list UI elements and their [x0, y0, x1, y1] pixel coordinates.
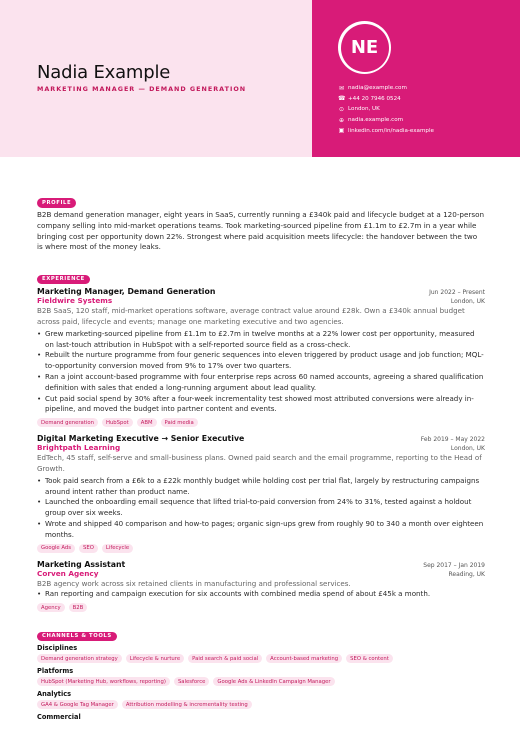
job-title: Marketing Assistant [37, 559, 126, 569]
candidate-name: Nadia Example [37, 62, 171, 83]
contact-linkedin-text: linkedin.com/in/nadia-example [348, 127, 434, 134]
skill-group-tags [37, 700, 485, 709]
contact-email[interactable] [338, 83, 434, 94]
job-entry [37, 434, 485, 552]
skill-group-tags [37, 654, 485, 663]
job-description: B2B SaaS, 120 staff, mid-market operations software, average contract value around £28k. Own a £340k annual budget across paid, lifecycle and events; manage one marketing executive and two agencies. [37, 306, 465, 326]
contact-linkedin[interactable] [338, 125, 434, 136]
job-entry [37, 287, 485, 427]
job-tags [37, 603, 485, 612]
skill-tag: Google Ads & LinkedIn Campaign Manager [213, 677, 334, 686]
section-label-profile: PROFILE [37, 198, 76, 207]
job-bullet: • Rebuilt the nurture programme from four generic sequences into eleven triggered by product usage and job function; MQL-to-opportunity conversion moved from 9% to 17% over two quarters. [37, 350, 485, 372]
section-label-skills: CHANNELS & TOOLS [37, 632, 117, 641]
contact-phone[interactable] [338, 94, 434, 105]
job-bullets [37, 329, 485, 415]
skill-group [37, 644, 485, 663]
header-contact-panel [312, 0, 520, 157]
job-bullets [37, 476, 485, 541]
job-location: London, UK [450, 298, 485, 306]
job-entry [37, 560, 485, 613]
skill-tag: SEO [79, 544, 98, 553]
skill-tag: Salesforce [174, 677, 209, 686]
skill-group [37, 713, 485, 721]
location-pin-icon: ⊙ [338, 105, 345, 113]
contact-phone-text: +44 20 7946 0524 [348, 95, 401, 102]
job-bullet: • Ran a joint account-based programme with four enterprise reps across 60 named accounts, agreeing a shared qualification definition with sales that ended a long-running argument about lead quality. [37, 372, 485, 394]
experience-section [37, 265, 485, 612]
job-description: EdTech, 45 staff, self-serve and small-business plans. Owned paid search and the email programme, reporting to the Head of Growth. [37, 453, 482, 473]
job-bullet: • Ran reporting and campaign execution for six accounts with combined media spend of about £45k a month. [37, 589, 485, 600]
skill-group-label: Platforms [37, 667, 74, 676]
email-icon: ✉ [338, 84, 345, 92]
skill-tag: GA4 & Google Tag Manager [37, 700, 118, 709]
skill-tag: B2B [69, 603, 88, 612]
skill-group-label: Analytics [37, 690, 72, 699]
job-bullet: • Cut paid social spend by 30% after a four-week incrementality test showed most attributed conversions were already in-pipeline, and moved the budget into partner content and events. [37, 394, 485, 416]
contact-website-text: nadia.example.com [348, 117, 404, 124]
job-bullet: • Wrote and shipped 40 comparison and how-to pages; organic sign-ups grew from roughly 90 to 340 a month over eighteen months. [37, 519, 485, 541]
job-bullets [37, 589, 485, 600]
job-description: B2B agency work across six retained clients in manufacturing and professional services. [37, 578, 351, 588]
skill-tag: Agency [37, 603, 65, 612]
job-location: Reading, UK [448, 570, 485, 578]
job-dates: Feb 2019 – May 2022 [420, 436, 485, 444]
resume-body [37, 189, 485, 721]
job-tags [37, 418, 485, 427]
candidate-role: MARKETING MANAGER — DEMAND GENERATION [37, 85, 247, 93]
skill-tag: HubSpot (Marketing Hub, workflows, reporting) [37, 677, 170, 686]
phone-icon: ☎ [338, 95, 346, 103]
skill-tag: Account-based marketing [266, 654, 342, 663]
skill-group-label: Commercial [37, 713, 81, 722]
job-company: Corven Agency [37, 568, 99, 578]
job-dates: Sep 2017 – Jan 2019 [423, 561, 485, 569]
skill-tag: Lifecycle & nurture [126, 654, 184, 663]
skill-group [37, 667, 485, 686]
skill-tag: Demand generation [37, 418, 98, 427]
avatar-initials: NE [341, 24, 389, 72]
skills-section [37, 622, 485, 721]
job-dates: Jun 2022 – Present [429, 289, 485, 297]
avatar [338, 21, 391, 74]
skill-group [37, 690, 485, 709]
job-title: Digital Marketing Executive → Senior Executive [37, 434, 245, 444]
job-title: Marketing Manager, Demand Generation [37, 287, 216, 297]
job-tags [37, 544, 485, 553]
skill-tag: HubSpot [102, 418, 133, 427]
contact-location-text: London, UK [348, 106, 380, 113]
section-label-experience: EXPERIENCE [37, 275, 90, 284]
skill-tag: SEO & content [346, 654, 393, 663]
globe-icon: ⊕ [338, 116, 345, 124]
job-bullet: • Grew marketing-sourced pipeline from £1.1m to £2.7m in twelve months at a 22% lower cost per opportunity, measured on last-touch attribution in HubSpot with a self-reported source field as a cross-check. [37, 329, 485, 351]
skill-group-tags [37, 677, 485, 686]
profile-text: B2B demand generation manager, eight years in SaaS, currently running a £340k paid and lifecycle budget at a 120-person company selling into mid-market operations teams. Took marketing-sourced pipeline from £1.1m to £2.7m in a year while bringing cost per opportunity down 22%. Strongest where paid acquisition meets lifecycle: the handover between the two is where most of the money leaks. [37, 210, 485, 252]
contact-location [338, 104, 434, 115]
job-company: Brightpath Learning [37, 443, 121, 453]
job-location: London, UK [450, 445, 485, 453]
job-bullet: • Launched the onboarding email sequence that lifted trial-to-paid conversion from 24% to 31%, tested against a holdout group over six weeks. [37, 497, 485, 519]
job-company: Fieldwire Systems [37, 296, 113, 306]
skill-tag: Demand generation strategy [37, 654, 122, 663]
contact-email-text: nadia@example.com [348, 85, 407, 92]
skill-tag: Lifecycle [102, 544, 133, 553]
contact-list [338, 83, 434, 136]
skill-group-label: Disciplines [37, 644, 78, 653]
skill-tag: ABM [137, 418, 157, 427]
skill-tag: Paid search & paid social [188, 654, 262, 663]
job-bullet: • Took paid search from a £6k to a £22k monthly budget while holding cost per trial flat, largely by restructuring campaigns around intent rather than product name. [37, 476, 485, 498]
skill-tag: Google Ads [37, 544, 75, 553]
contact-website[interactable] [338, 115, 434, 126]
skill-tag: Paid media [161, 418, 198, 427]
skill-tag: Attribution modelling & incrementality testing [122, 700, 252, 709]
linkedin-icon: ▣ [338, 127, 345, 135]
profile-section [37, 189, 485, 253]
